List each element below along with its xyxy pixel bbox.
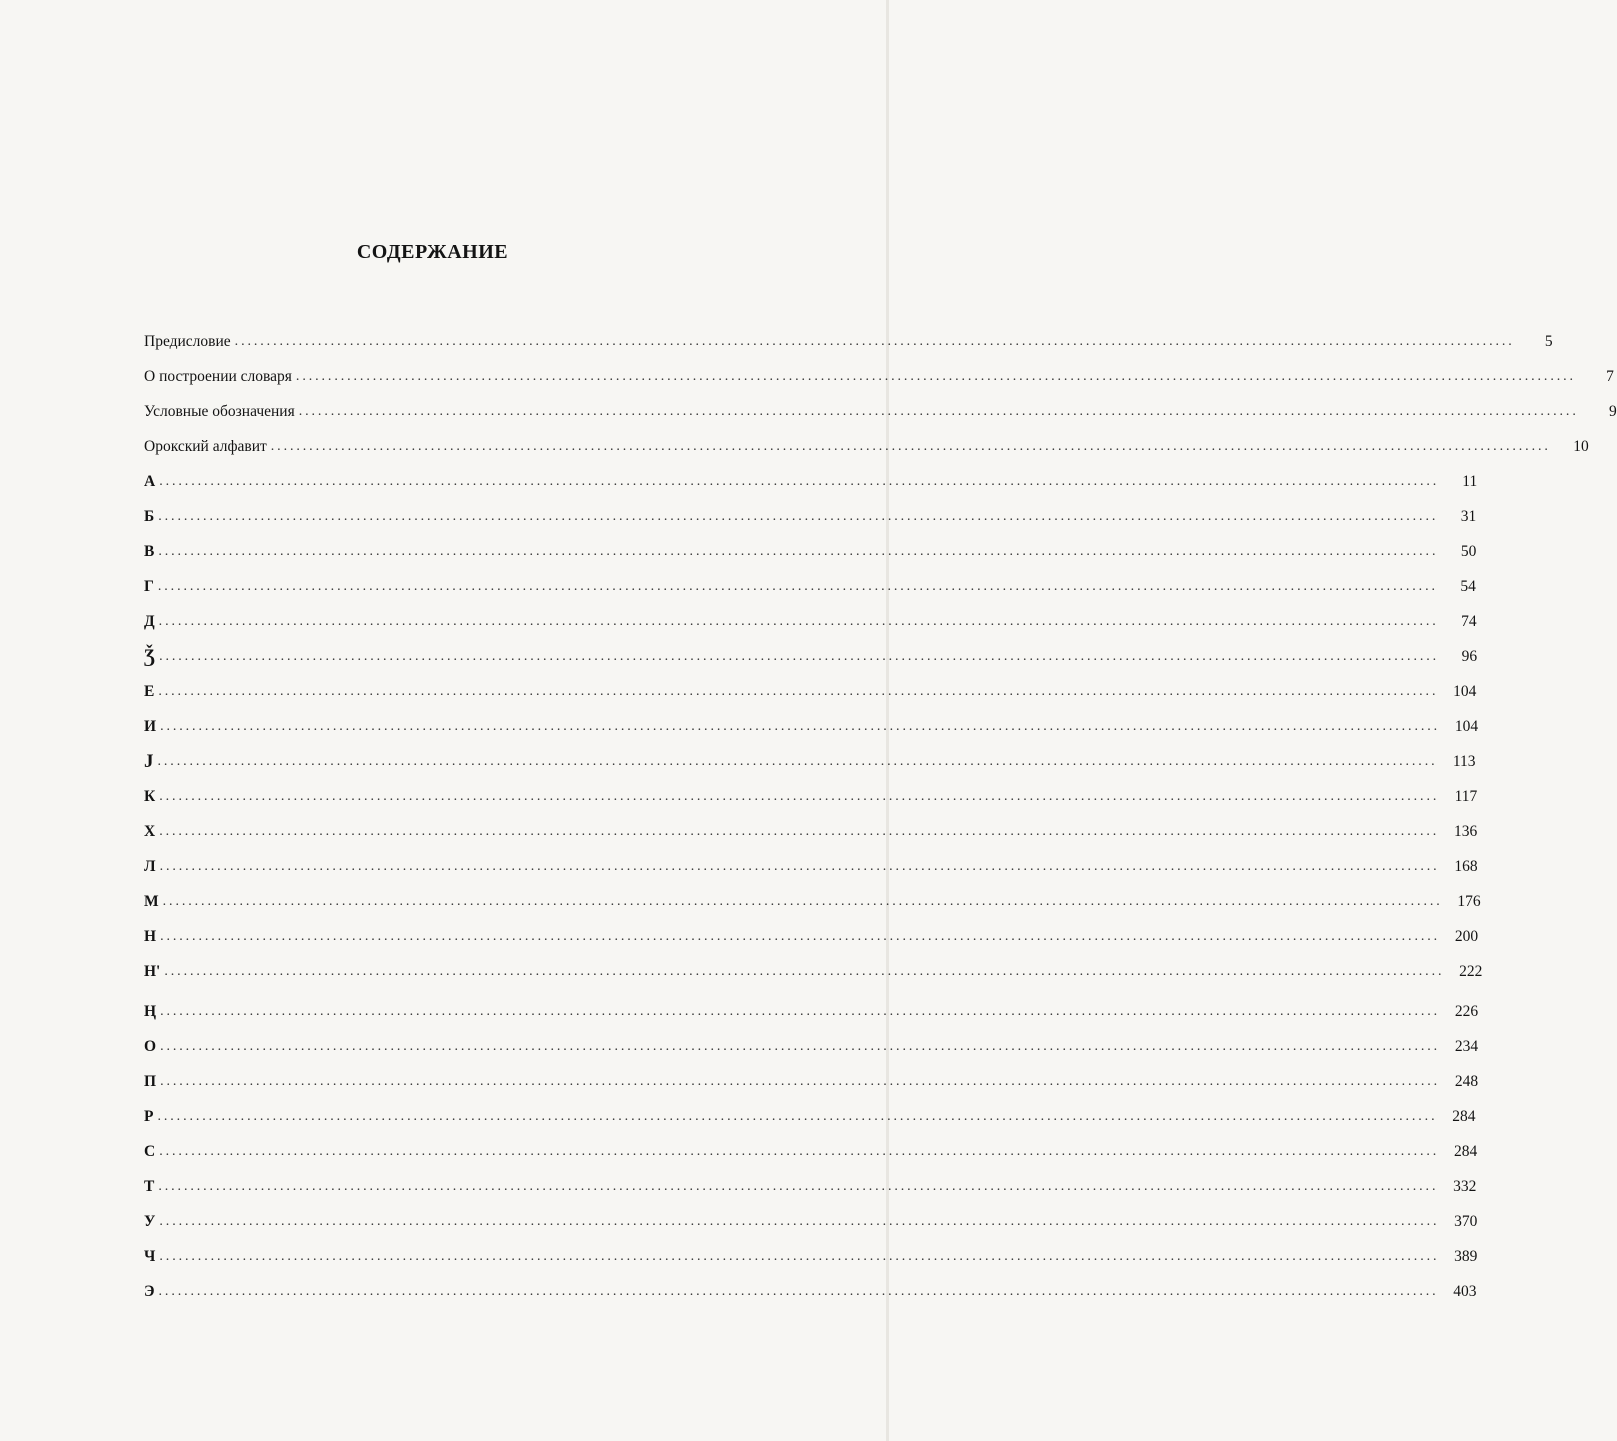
toc-entry-label: Д	[144, 613, 155, 630]
toc-entry-label: К	[144, 788, 156, 805]
toc-entry-page-number: 104	[1454, 718, 1479, 735]
toc-entry-page-number: 136	[1453, 823, 1478, 840]
toc-entry-label: А	[144, 473, 156, 490]
toc-entry-page-number: 50	[1460, 543, 1477, 560]
toc-entry	[144, 771, 1478, 806]
toc-entry-label: Ǯ	[144, 646, 156, 667]
toc-leader-dots: ........................................................................................................................................................................................................	[159, 859, 1440, 874]
toc-entry-label: Г	[144, 578, 154, 595]
toc-entry-label: Б	[144, 508, 155, 525]
toc-entry-page-number: 104	[1453, 683, 1477, 700]
toc-leader-dots: ........................................................................................................................................................................................................	[159, 1214, 1440, 1229]
toc-entry	[144, 666, 1477, 701]
toc-entry	[144, 701, 1479, 736]
toc-leader-dots: ........................................................................................................................................................................................................	[159, 824, 1440, 839]
toc-entry	[144, 986, 1479, 1021]
toc-leader-dots: ........................................................................................................................................................................................................	[234, 334, 1515, 349]
toc-entry	[144, 1231, 1478, 1266]
toc-leader-dots: ........................................................................................................................................................................................................	[159, 649, 1440, 664]
toc-entry	[144, 421, 1589, 456]
toc-entry	[144, 491, 1477, 526]
toc-entry	[144, 1021, 1479, 1056]
toc-entry	[144, 1091, 1476, 1126]
toc-leader-dots: ........................................................................................................................................................................................................	[158, 544, 1439, 559]
toc-entry-label: Н'	[144, 963, 161, 980]
toc-leader-dots: ........................................................................................................................................................................................................	[160, 719, 1441, 734]
toc-entry-page-number: 222	[1459, 963, 1483, 980]
toc-leader-dots: ........................................................................................................................................................................................................	[159, 789, 1440, 804]
toc-entry	[144, 841, 1478, 876]
toc-entry-label: Ч	[144, 1248, 156, 1265]
toc-entry	[144, 876, 1481, 911]
toc-entry-page-number: 10	[1573, 438, 1589, 455]
toc-entry-label: М	[144, 893, 159, 910]
toc-entry-page-number: 74	[1461, 613, 1477, 630]
toc-leader-dots: ........................................................................................................................................................................................................	[159, 1144, 1440, 1159]
toc-entry-label: У	[144, 1213, 156, 1230]
toc-entry-page-number: 176	[1457, 893, 1481, 910]
toc-entry-page-number: 248	[1454, 1073, 1479, 1090]
toc-leader-dots: ........................................................................................................................................................................................................	[295, 369, 1576, 384]
toc-leader-dots: ........................................................................................................................................................................................................	[158, 1284, 1439, 1299]
toc-entry-page-number: 5	[1544, 333, 1553, 350]
toc-entry-page-number: 284	[1453, 1143, 1478, 1160]
toc-entry-label: Р	[144, 1108, 154, 1125]
toc-entry-label: О построении словаря	[144, 368, 292, 385]
toc-leader-dots: ........................................................................................................................................................................................................	[158, 509, 1439, 524]
toc-leader-dots: ........................................................................................................................................................................................................	[157, 1109, 1438, 1124]
toc-entry	[144, 1161, 1477, 1196]
toc-entry	[144, 316, 1553, 351]
toc-entry-page-number: 7	[1606, 368, 1614, 385]
toc-entry-page-number: 370	[1454, 1213, 1478, 1230]
toc-leader-dots: ........................................................................................................................................................................................................	[158, 684, 1439, 699]
toc-leader-dots: ........................................................................................................................................................................................................	[270, 439, 1551, 454]
toc-entry	[144, 806, 1478, 841]
toc-entry-page-number: 200	[1454, 928, 1479, 945]
toc-entry	[144, 911, 1479, 946]
toc-entry-label: J	[144, 751, 154, 772]
toc-entry-label: П	[144, 1073, 157, 1090]
toc-entry-page-number: 234	[1454, 1038, 1479, 1055]
toc-entry-label: И	[144, 718, 157, 735]
toc-entry-label: Ң	[144, 1003, 157, 1020]
toc-entry-label: Л	[144, 858, 156, 875]
toc-entry-page-number: 9	[1608, 403, 1617, 420]
toc-entry	[144, 736, 1476, 772]
toc-entry	[144, 351, 1614, 386]
toc-entry-page-number: 168	[1454, 858, 1478, 875]
page-title: СОДЕРЖАНИЕ	[356, 241, 509, 263]
toc-entry-label: Т	[144, 1178, 155, 1195]
toc-entry	[144, 1126, 1478, 1161]
toc-entry-page-number: 226	[1454, 1003, 1479, 1020]
toc-leader-dots: ........................................................................................................................................................................................................	[158, 1179, 1439, 1194]
toc-entry-page-number: 403	[1453, 1283, 1477, 1300]
toc-entry	[144, 456, 1478, 491]
toc-leader-dots: ........................................................................................................................................................................................................	[159, 474, 1440, 489]
toc-entry-label: Х	[144, 823, 156, 840]
toc-entry	[144, 561, 1476, 596]
toc-leader-dots: ........................................................................................................................................................................................................	[157, 579, 1438, 594]
toc-entry	[144, 386, 1617, 421]
toc-entry-page-number: 31	[1460, 508, 1477, 525]
toc-entry-page-number: 117	[1454, 788, 1478, 805]
toc-entry-page-number: 113	[1452, 753, 1476, 770]
toc-leader-dots: ........................................................................................................................................................................................................	[157, 754, 1438, 769]
toc-entry-page-number: 389	[1454, 1248, 1478, 1265]
toc-leader-dots: ........................................................................................................................................................................................................	[158, 614, 1439, 629]
toc-entry	[144, 1056, 1479, 1091]
toc-leader-dots: ........................................................................................................................................................................................................	[160, 1074, 1441, 1089]
toc-entry-label: Э	[144, 1283, 155, 1300]
toc-leader-dots: ........................................................................................................................................................................................................	[164, 964, 1445, 979]
toc-leader-dots: ........................................................................................................................................................................................................	[160, 1004, 1441, 1019]
toc-entry	[144, 596, 1477, 631]
toc-entry-label: Предисловие	[144, 333, 231, 350]
toc-leader-dots: ........................................................................................................................................................................................................	[159, 1249, 1440, 1264]
toc-entry-label: Условные обозначения	[144, 403, 295, 420]
toc-entry-label: Е	[144, 683, 155, 700]
toc-entry-label: С	[144, 1143, 156, 1160]
toc-entry-label: В	[144, 543, 155, 560]
toc-entry-page-number: 284	[1452, 1108, 1476, 1125]
toc-entry-page-number: 54	[1460, 578, 1476, 595]
toc-entry	[144, 1266, 1477, 1301]
toc-leader-dots: ........................................................................................................................................................................................................	[298, 404, 1579, 419]
toc-leader-dots: ........................................................................................................................................................................................................	[162, 894, 1443, 909]
toc-entry-page-number: 11	[1462, 473, 1478, 490]
toc-entry-label: Н	[144, 928, 157, 945]
toc-entry-label: О	[144, 1038, 157, 1055]
toc-leader-dots: ........................................................................................................................................................................................................	[160, 1039, 1441, 1054]
table-of-contents	[144, 316, 1617, 1301]
toc-entry-page-number: 332	[1453, 1178, 1477, 1195]
toc-entry	[144, 631, 1478, 667]
toc-leader-dots: ........................................................................................................................................................................................................	[160, 929, 1441, 944]
toc-entry	[144, 946, 1483, 981]
toc-entry	[144, 1196, 1478, 1231]
toc-entry	[144, 526, 1477, 561]
toc-entry-label: Орокский алфавит	[144, 438, 267, 455]
toc-entry-page-number: 96	[1461, 648, 1478, 665]
